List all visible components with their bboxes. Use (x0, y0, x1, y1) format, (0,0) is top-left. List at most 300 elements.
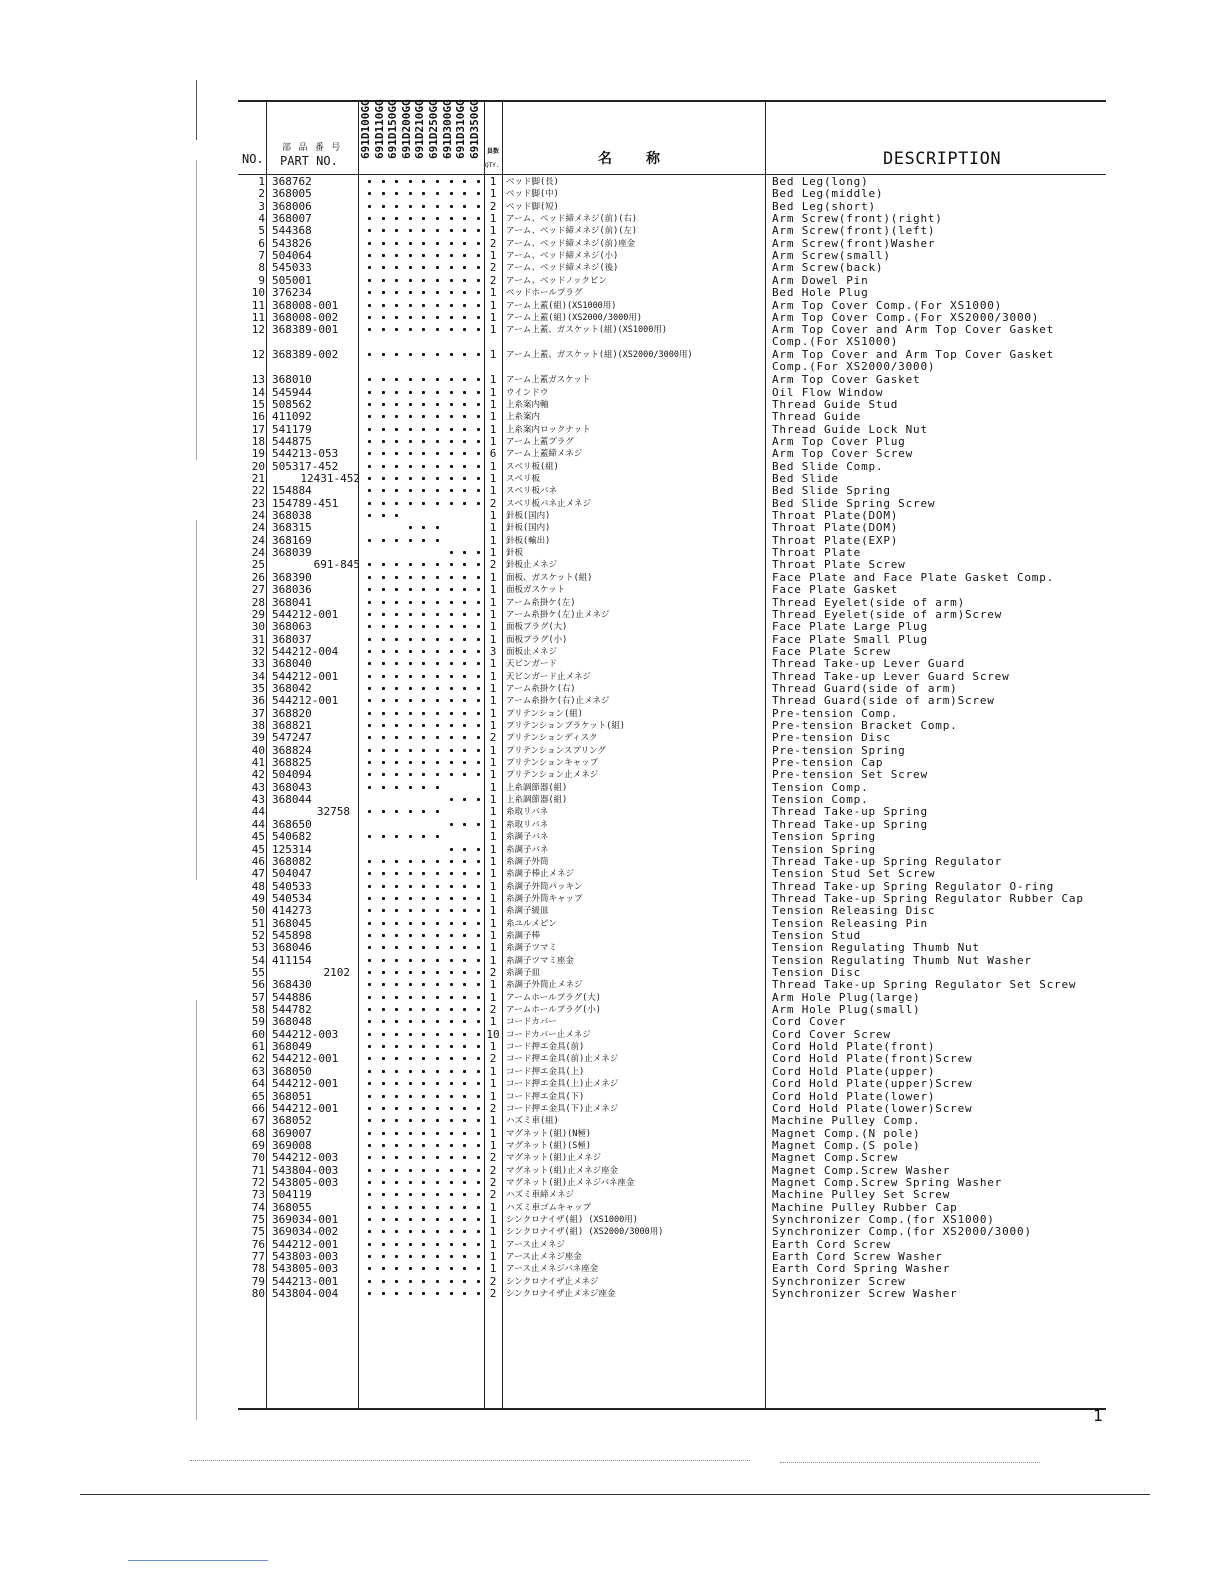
applicability-dot (463, 254, 466, 257)
row-number: 15 (251, 397, 265, 411)
applicability-dot (450, 489, 453, 492)
applicability-dot (409, 983, 412, 986)
model-applicability (362, 905, 484, 917)
model-applicability (362, 1091, 484, 1103)
applicability-dot (463, 563, 466, 566)
applicability-dot (409, 1033, 412, 1036)
name-jp: スベリ板バネ止メネジ (506, 498, 592, 509)
applicability-dot (436, 192, 439, 195)
applicability-dot (450, 1206, 453, 1209)
applicability-dot (395, 810, 398, 813)
quantity: 1 (489, 768, 497, 782)
table-row (238, 1128, 1106, 1140)
applicability-dot (477, 638, 480, 641)
description: Tension Comp. (772, 793, 869, 807)
part-number: 369034-002 (272, 1225, 339, 1239)
applicability-dot (395, 971, 398, 974)
applicability-dot (368, 1243, 371, 1246)
row-number: 11 (251, 298, 265, 312)
applicability-dot (409, 1206, 412, 1209)
name-jp: 糸ユルメピン (506, 918, 557, 929)
table-row (238, 535, 1106, 547)
table-row (238, 1016, 1106, 1028)
applicability-dot (463, 1095, 466, 1098)
applicability-dot (463, 1008, 466, 1011)
applicability-dot (382, 539, 385, 542)
model-applicability (362, 1263, 484, 1275)
description: Face Plate Large Plug (772, 620, 928, 634)
applicability-dot (409, 786, 412, 789)
quantity: 1 (489, 867, 497, 881)
applicability-dot (463, 489, 466, 492)
applicability-dot (368, 662, 371, 665)
row-number: 14 (251, 385, 265, 399)
part-number: 544875 (272, 434, 312, 448)
model-applicability (362, 250, 484, 262)
applicability-dot (477, 254, 480, 257)
name-jp: プリテンションディスク (506, 733, 598, 744)
part-number: 368390 (272, 570, 312, 584)
applicability-dot (368, 1267, 371, 1270)
name-jp: 面板ガスケット (506, 585, 566, 596)
applicability-dot (463, 946, 466, 949)
applicability-dot (463, 675, 466, 678)
applicability-dot (409, 576, 412, 579)
model-applicability (362, 1004, 484, 1016)
applicability-dot (395, 909, 398, 912)
applicability-dot (382, 316, 385, 319)
table-row (238, 448, 1106, 460)
model-applicability (362, 930, 484, 942)
quantity: 1 (489, 632, 497, 646)
part-number: 368048 (272, 1015, 312, 1029)
applicability-dot (368, 1181, 371, 1184)
applicability-dot (463, 650, 466, 653)
part-number: 368820 (272, 706, 312, 720)
applicability-dot (436, 1267, 439, 1270)
part-number: 368038 (272, 509, 312, 523)
applicability-dot (422, 254, 425, 257)
model-column-header (454, 99, 468, 172)
description: Pre-tension Set Screw (772, 768, 928, 782)
applicability-dot (395, 229, 398, 232)
applicability-dot (463, 1206, 466, 1209)
description: Tension Spring (772, 830, 876, 844)
part-number: 154789-451 (272, 496, 339, 510)
table-row (238, 275, 1106, 287)
applicability-dot (450, 205, 453, 208)
applicability-dot (395, 539, 398, 542)
name-jp: 糸調子バネ (506, 832, 549, 843)
name-jp: アーム上蓋ガスケット (506, 375, 591, 386)
applicability-dot (436, 885, 439, 888)
applicability-dot (382, 1243, 385, 1246)
applicability-dot (436, 1057, 439, 1060)
applicability-dot (422, 403, 425, 406)
applicability-dot (450, 650, 453, 653)
model-applicability (362, 1041, 484, 1053)
row-number: 24 (251, 521, 265, 535)
applicability-dot (422, 242, 425, 245)
part-number: 368039 (272, 546, 312, 560)
applicability-dot (395, 192, 398, 195)
table-row (238, 720, 1106, 732)
applicability-dot (436, 563, 439, 566)
applicability-dot (395, 1243, 398, 1246)
applicability-dot (477, 885, 480, 888)
applicability-dot (422, 328, 425, 331)
row-number: 67 (251, 1114, 265, 1128)
applicability-dot (422, 959, 425, 962)
applicability-dot (436, 699, 439, 702)
quantity: 2 (489, 1101, 497, 1115)
applicability-dot (422, 638, 425, 641)
part-number: 368006 (272, 199, 312, 213)
applicability-dot (463, 1169, 466, 1172)
applicability-dot (368, 1255, 371, 1258)
applicability-dot (422, 1082, 425, 1085)
applicability-dot (395, 489, 398, 492)
applicability-dot (422, 1193, 425, 1196)
applicability-dot (436, 1107, 439, 1110)
applicability-dot (422, 761, 425, 764)
applicability-dot (395, 885, 398, 888)
applicability-dot (450, 403, 453, 406)
applicability-dot (368, 971, 371, 974)
applicability-dot (409, 328, 412, 331)
description: Magnet Comp.Screw Spring Washer (772, 1175, 1003, 1189)
applicability-dot (409, 452, 412, 455)
applicability-dot (382, 477, 385, 480)
applicability-dot (382, 934, 385, 937)
applicability-dot (368, 1095, 371, 1098)
applicability-dot (382, 860, 385, 863)
applicability-dot (477, 736, 480, 739)
applicability-dot (463, 304, 466, 307)
applicability-dot (477, 922, 480, 925)
part-number: 368042 (272, 681, 312, 695)
applicability-dot (463, 872, 466, 875)
applicability-dot (422, 378, 425, 381)
row-number: 34 (251, 669, 265, 683)
name-jp: 上糸案内ロックナット (506, 424, 591, 435)
table-row (238, 510, 1106, 522)
model-column-header (427, 99, 440, 172)
applicability-dot (422, 1070, 425, 1073)
applicability-dot (463, 403, 466, 406)
applicability-dot (368, 217, 371, 220)
applicability-dot (368, 576, 371, 579)
table-row (238, 745, 1106, 757)
quantity: 1 (489, 842, 497, 856)
description: Thread Take-up Spring Regulator O-ring (772, 879, 1055, 893)
quantity: 1 (489, 323, 497, 337)
model-applicability (362, 720, 484, 732)
quantity: 2 (489, 1052, 497, 1066)
name-jp: 天ビンガード止メネジ (506, 671, 592, 682)
description: Earth Cord Screw (772, 1237, 891, 1251)
applicability-dot (436, 712, 439, 715)
applicability-dot (368, 502, 371, 505)
part-number: 544212-001 (272, 694, 339, 708)
quantity: 1 (489, 681, 497, 695)
model-applicability (362, 844, 484, 856)
applicability-dot (382, 1119, 385, 1122)
applicability-dot (450, 1119, 453, 1122)
applicability-dot (422, 1156, 425, 1159)
applicability-dot (463, 909, 466, 912)
applicability-dot (395, 1255, 398, 1258)
quantity: 1 (489, 990, 497, 1004)
applicability-dot (436, 378, 439, 381)
applicability-dot (368, 909, 371, 912)
applicability-dot (477, 502, 480, 505)
applicability-dot (450, 872, 453, 875)
applicability-dot (409, 378, 412, 381)
applicability-dot (409, 601, 412, 604)
quantity: 1 (489, 1138, 497, 1152)
quantity: 1 (489, 187, 497, 201)
applicability-dot (368, 539, 371, 542)
scan-margin-mark (196, 160, 197, 460)
applicability-dot (409, 254, 412, 257)
table-row (238, 1115, 1106, 1127)
applicability-dot (409, 650, 412, 653)
applicability-dot (368, 1132, 371, 1135)
part-number: 368825 (272, 756, 312, 770)
quantity: 1 (489, 533, 497, 547)
description: Synchronizer Screw (772, 1274, 906, 1288)
scan-footer-noise (190, 1460, 750, 1461)
row-number: 61 (251, 1040, 265, 1054)
row-number: 50 (251, 904, 265, 918)
part-number: 505317-452 (272, 459, 339, 473)
applicability-dot (463, 477, 466, 480)
description: Arm Top Cover Plug (772, 434, 906, 448)
applicability-dot (450, 254, 453, 257)
applicability-dot (450, 885, 453, 888)
table-row (238, 1202, 1106, 1214)
applicability-dot (450, 699, 453, 702)
applicability-dot (463, 1230, 466, 1233)
applicability-dot (382, 452, 385, 455)
applicability-dot (422, 1169, 425, 1172)
part-number: 545898 (272, 928, 312, 942)
applicability-dot (382, 773, 385, 776)
applicability-dot (368, 835, 371, 838)
applicability-dot (450, 601, 453, 604)
applicability-dot (382, 810, 385, 813)
applicability-dot (477, 440, 480, 443)
part-number: 544212-001 (272, 1077, 339, 1091)
quantity: 3 (489, 644, 497, 658)
applicability-dot (395, 353, 398, 356)
applicability-dot (382, 638, 385, 641)
applicability-dot (368, 959, 371, 962)
description: Tension Regulating Thumb Nut Washer (772, 953, 1032, 967)
table-row (238, 1189, 1106, 1201)
model-applicability (362, 535, 484, 547)
applicability-dot (463, 1255, 466, 1258)
row-number: 54 (251, 953, 265, 967)
table-row (238, 399, 1106, 411)
row-number: 70 (251, 1151, 265, 1165)
applicability-dot (382, 971, 385, 974)
name-jp: シンクロナイザ止メネジ座金 (506, 1289, 616, 1300)
model-applicability (362, 461, 484, 473)
description: Face Plate Screw (772, 644, 891, 658)
applicability-dot (463, 687, 466, 690)
description: Magnet Comp.Screw Washer (772, 1163, 951, 1177)
applicability-dot (436, 1230, 439, 1233)
applicability-dot (450, 897, 453, 900)
quantity: 1 (489, 410, 497, 424)
quantity: 1 (489, 509, 497, 523)
applicability-dot (382, 514, 385, 517)
row-number: 2 (258, 187, 265, 201)
applicability-dot (409, 403, 412, 406)
part-number: 368430 (272, 978, 312, 992)
model-applicability (362, 671, 484, 683)
applicability-dot (436, 1193, 439, 1196)
quantity: 1 (489, 385, 497, 399)
part-number: 543804-004 (272, 1287, 339, 1301)
quantity: 2 (489, 273, 497, 287)
row-number: 24 (251, 546, 265, 560)
model-applicability (362, 436, 484, 448)
part-number: 368824 (272, 743, 312, 757)
quantity: 1 (489, 286, 497, 300)
applicability-dot (368, 773, 371, 776)
table-row (238, 1091, 1106, 1103)
applicability-dot (422, 353, 425, 356)
applicability-dot (368, 1230, 371, 1233)
description: Cord Hold Plate(upper)Screw (772, 1077, 973, 1091)
applicability-dot (409, 885, 412, 888)
applicability-dot (422, 872, 425, 875)
quantity: 1 (489, 1064, 497, 1078)
table-row (238, 1029, 1106, 1041)
applicability-dot (436, 1280, 439, 1283)
row-number: 79 (251, 1274, 265, 1288)
applicability-dot (450, 551, 453, 554)
name-jp: 糸調子外筒パッキン (506, 881, 583, 892)
applicability-dot (395, 291, 398, 294)
applicability-dot (477, 1243, 480, 1246)
applicability-dot (463, 576, 466, 579)
applicability-dot (436, 353, 439, 356)
applicability-dot (450, 353, 453, 356)
applicability-dot (477, 279, 480, 282)
description: Arm Top Cover and Arm Top Cover Gasket (772, 348, 1055, 362)
applicability-dot (436, 1082, 439, 1085)
row-number: 65 (251, 1089, 265, 1103)
applicability-dot (409, 1119, 412, 1122)
applicability-dot (463, 551, 466, 554)
table-row (238, 1004, 1106, 1016)
applicability-dot (422, 909, 425, 912)
row-number: 66 (251, 1101, 265, 1115)
applicability-dot (463, 1057, 466, 1060)
table-row (238, 559, 1106, 571)
applicability-dot (382, 724, 385, 727)
applicability-dot (477, 1255, 480, 1258)
model-column-header (413, 99, 427, 172)
name-jp: シンクロナイザ(組) (XS2000/3000用) (506, 1227, 664, 1238)
model-column-header (440, 99, 454, 172)
name-jp: ハズミ車締メネジ (506, 1190, 575, 1201)
quantity: 2 (489, 731, 497, 745)
applicability-dot (368, 465, 371, 468)
name-jp: アーム、ベッド締メネジ(前)(左) (506, 226, 637, 237)
applicability-dot (409, 217, 412, 220)
applicability-dot (436, 1045, 439, 1048)
quantity: 1 (489, 434, 497, 448)
table-row (238, 597, 1106, 609)
applicability-dot (477, 1008, 480, 1011)
applicability-dot (422, 316, 425, 319)
description: Arm Top Cover and Arm Top Cover Gasket (772, 323, 1055, 337)
applicability-dot (450, 588, 453, 591)
applicability-dot (368, 1057, 371, 1060)
applicability-dot (382, 576, 385, 579)
applicability-dot (395, 242, 398, 245)
applicability-dot (395, 477, 398, 480)
applicability-dot (409, 415, 412, 418)
model-applicability (362, 547, 484, 559)
table-row (238, 819, 1106, 831)
applicability-dot (395, 1045, 398, 1048)
applicability-dot (463, 922, 466, 925)
quantity: 2 (489, 558, 497, 572)
quantity: 10 (486, 1027, 500, 1041)
applicability-dot (395, 872, 398, 875)
applicability-dot (477, 217, 480, 220)
applicability-dot (463, 897, 466, 900)
applicability-dot (422, 650, 425, 653)
name-jp: マグネット(組)(N極) (506, 1128, 592, 1139)
applicability-dot (450, 675, 453, 678)
applicability-dot (450, 909, 453, 912)
applicability-dot (450, 1045, 453, 1048)
applicability-dot (463, 1082, 466, 1085)
description: Face Plate Small Plug (772, 632, 928, 646)
applicability-dot (422, 971, 425, 974)
table-row (238, 634, 1106, 646)
applicability-dot (436, 860, 439, 863)
applicability-dot (409, 1156, 412, 1159)
name-jp: 糸調子ツマミ (506, 943, 558, 954)
quantity: 1 (489, 472, 497, 485)
table-row (238, 485, 1106, 497)
table-row (238, 671, 1106, 683)
model-applicability (362, 485, 484, 497)
row-number: 64 (251, 1077, 265, 1091)
description: Earth Cord Screw Washer (772, 1250, 943, 1264)
applicability-dot (382, 378, 385, 381)
applicability-dot (395, 1169, 398, 1172)
applicability-dot (450, 971, 453, 974)
part-number: 32758 (316, 805, 350, 819)
applicability-dot (422, 1057, 425, 1060)
description: Magnet Comp.(N pole) (772, 1126, 921, 1140)
description: Thread Take-up Spring (772, 817, 928, 831)
applicability-dot (463, 724, 466, 727)
part-number: 504094 (272, 768, 312, 782)
name-jp: シンクロナイザ(組) (XS1000用) (506, 1215, 638, 1225)
applicability-dot (463, 428, 466, 431)
applicability-dot (382, 1033, 385, 1036)
